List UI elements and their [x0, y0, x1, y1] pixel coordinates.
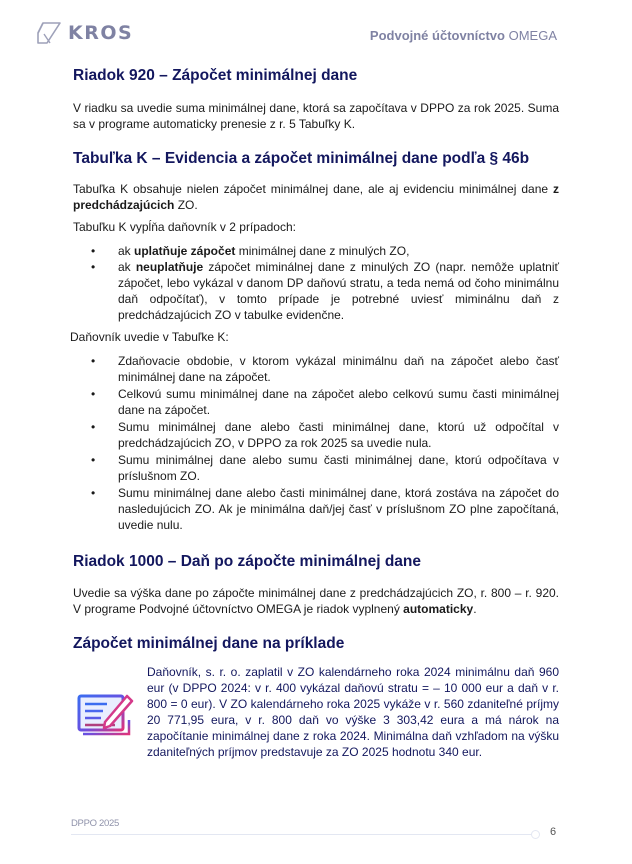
list-item: • Sumu minimálnej dane alebo sumu časti minimálnej dane, ktorú odpočítava v príslušnom ZO. — [91, 452, 559, 484]
cases-list — [73, 243, 559, 323]
footer-label: DPPO 2025 — [71, 818, 119, 829]
text-span: ZO. — [174, 198, 198, 212]
list-item — [91, 259, 559, 323]
logo-text: KROS — [68, 22, 134, 44]
bold-span: uplatňuje zápočet — [134, 244, 236, 258]
page-footer — [0, 810, 632, 850]
heading-example: Zápočet minimálnej dane na príklade — [73, 635, 345, 652]
product-name — [370, 28, 557, 43]
page-header — [0, 0, 632, 60]
text-span: . — [473, 602, 477, 616]
list-item: • Sumu minimálnej dane alebo časti minimálnej dane, ktorú už odpočítal v predchádzajúcich ZO, v DPPO za rok 2025 sa uvedie nula. — [91, 419, 559, 451]
paragraph-cases-intro: Tabuľku K vypĺňa daňovník v 2 prípadoch: — [73, 220, 296, 234]
bold-span: neuplatňuje — [135, 260, 204, 274]
paragraph-tabulka-k-intro — [73, 181, 559, 213]
bold-span: automaticky — [403, 602, 474, 616]
text-span: zápočet miminálnej dane z minulých ZO (napr. nemôže uplatniť zápočet, lebo vykázal v danom DP daňovú stratu, a teda nemá od čoho minimálnu daň odpočítať), v tomto prípade je potrebné uviesť miminálnu daň z predchádzajúcich ZO v tabulke evidenčne. — [118, 260, 559, 322]
list-item — [91, 243, 559, 259]
text-span: ak — [118, 244, 135, 258]
text-span: Uvedie sa výška dane po zápočte minimálnej dane z predchádzajúcich ZO, r. 800 – r. 920. V programe Podvojné účtovníctvo OMEGA je riadok vyplnený — [73, 586, 559, 616]
paragraph-riadok-1000 — [73, 585, 559, 617]
product-name-bold: Podvojné účtovníctvo — [369, 28, 505, 43]
document-content — [70, 66, 559, 760]
text-span: minimálnej dane z minulých ZO, — [235, 244, 410, 258]
paragraph-items-intro: Daňovník uvedie v Tabuľke K: — [70, 330, 229, 344]
example-text: Daňovník, s. r. o. zaplatil v ZO kalendárneho roka 2024 minimálnu daň 960 eur (v DPPO 2024: v r. 400 vykázal daňovú stratu = – 10 000 eur a daň v r. 800 = 0 eur). V ZO kalendárneho roka 2025 vykáže v r. 560 zdaniteľné príjmy 20 771,95 eura, v r. 800 daň vo výške 3 303,42 eura a má nárok na započítanie minimálnej dane z roka 2024. Minimálna daň vzhľadom na výšku zdaniteľných príjmov predstavuje za ZO 2025 hodnotu 340 eur. — [147, 665, 559, 759]
kros-logo — [36, 19, 133, 47]
text-span: ak — [118, 260, 136, 274]
product-name-rest: OMEGA — [504, 28, 557, 43]
list-item: • Zdaňovacie obdobie, v ktorom vykázal minimálnu daň na zápočet alebo časť minimálnej dane na zápočet. — [91, 353, 559, 385]
page-number: 6 — [550, 826, 557, 838]
heading-tabulka-k: Tabuľka K – Evidencia a zápočet minimálnej dane podľa § 46b — [73, 150, 530, 167]
heading-riadok-920: Riadok 920 – Zápočet minimálnej dane — [73, 67, 358, 84]
bold-span: z predchádzajúcich — [73, 182, 559, 212]
edit-document-icon — [75, 690, 137, 736]
footer-dot — [531, 830, 540, 839]
paragraph-riadok-920: V riadku sa uvedie suma minimálnej dane, ktorá sa započítava v DPPO za rok 2025. Suma sa v programe automaticky prenesie z r. 5 Tabuľky K. — [73, 101, 559, 131]
items-list — [73, 353, 559, 533]
footer-divider — [71, 834, 535, 835]
list-item: • Celkovú sumu minimálnej dane na zápočet alebo celkovú sumu časti minimálnej dane na zápočet. — [91, 386, 559, 418]
text-span: Tabuľka K obsahuje nielen zápočet minimálnej dane, ale aj evidenciu minimálnej dane — [73, 182, 553, 196]
kros-logo-icon — [36, 21, 62, 45]
heading-riadok-1000: Riadok 1000 – Daň po zápočte minimálnej dane — [73, 553, 421, 570]
list-item: • Sumu minimálnej dane alebo časti minimálnej dane, ktorá zostáva na zápočet do nasledujúcich ZO. Ak je minimálna daň/jej časť v príslušnom ZO plne započítaná, uvedie nulu. — [91, 485, 559, 533]
example-box — [73, 664, 559, 760]
